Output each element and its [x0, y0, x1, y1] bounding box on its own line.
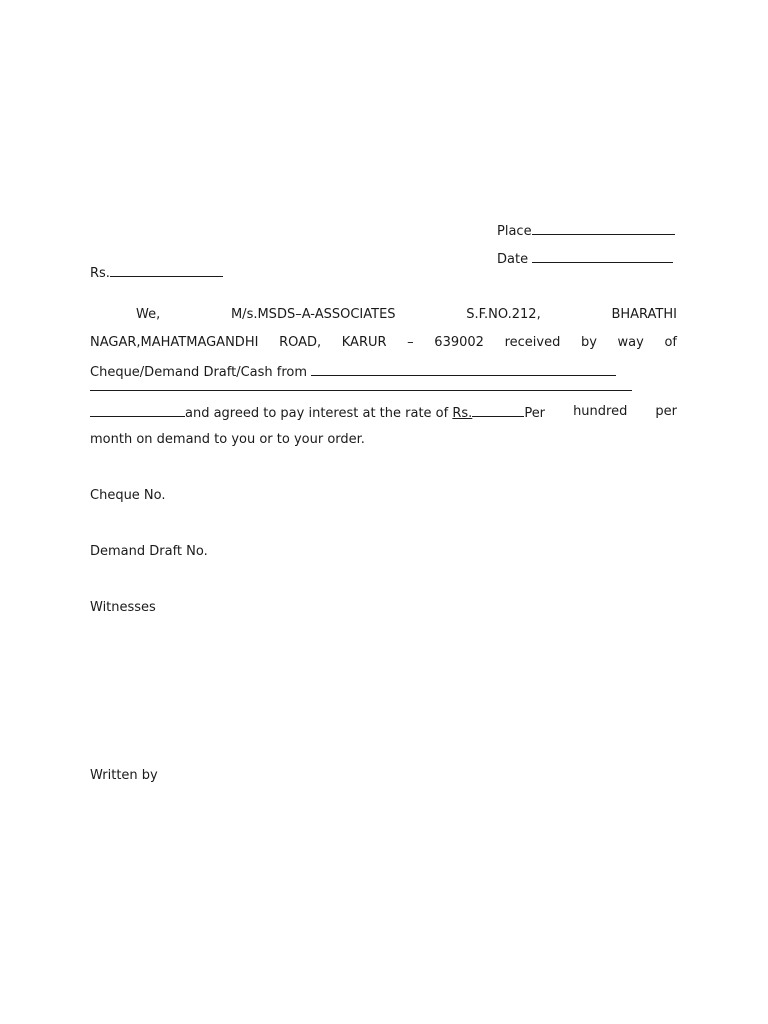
pincode: 639002	[434, 335, 484, 350]
cheque-dd-cash-label: Cheque/Demand Draft/Cash from	[90, 365, 308, 380]
place-field	[497, 222, 675, 240]
date-blank[interactable]	[532, 250, 673, 263]
written-by-label: Written by	[90, 768, 158, 783]
word: per	[655, 404, 677, 419]
word: NAGAR,MAHATMAGANDHI	[90, 335, 259, 350]
date-field	[497, 250, 673, 268]
witnesses-label: Witnesses	[90, 600, 156, 615]
interest-clause	[90, 404, 545, 422]
paragraph-line-2	[90, 335, 677, 351]
word: BHARATHI	[611, 307, 677, 322]
rs-blank[interactable]	[110, 264, 223, 277]
word: Per	[524, 406, 546, 421]
word: We,	[136, 307, 161, 322]
survey-number: S.F.NO.212,	[466, 307, 541, 322]
word: by	[580, 335, 597, 350]
word: –	[407, 335, 414, 350]
demand-draft-no-label: Demand Draft No.	[90, 544, 208, 559]
received-from-blank-continued[interactable]	[90, 390, 632, 391]
paragraph-line-1	[90, 307, 677, 323]
place-blank[interactable]	[532, 222, 675, 235]
amount-blank[interactable]	[90, 404, 185, 417]
rs-field	[90, 264, 223, 282]
place-label: Place	[497, 224, 532, 239]
company-name: M/s.MSDS–A-ASSOCIATES	[230, 307, 396, 322]
word: way	[617, 335, 644, 350]
rate-blank[interactable]	[472, 404, 524, 417]
word: KARUR	[341, 335, 387, 350]
word: received	[504, 335, 561, 350]
date-label: Date	[497, 252, 529, 267]
paragraph-line-3	[90, 363, 616, 381]
paragraph-line-5: month on demand to you or to your order.	[90, 432, 365, 447]
word: ROAD,	[279, 335, 322, 350]
rate-rs-label: Rs.	[452, 406, 473, 421]
interest-text: and agreed to pay interest at the rate of	[185, 406, 449, 421]
received-from-blank[interactable]	[311, 363, 616, 376]
cheque-no-label: Cheque No.	[90, 488, 166, 503]
paragraph-line-4	[90, 404, 677, 422]
word: of	[664, 335, 677, 350]
word: hundred	[573, 404, 628, 419]
rs-label: Rs.	[90, 266, 110, 281]
